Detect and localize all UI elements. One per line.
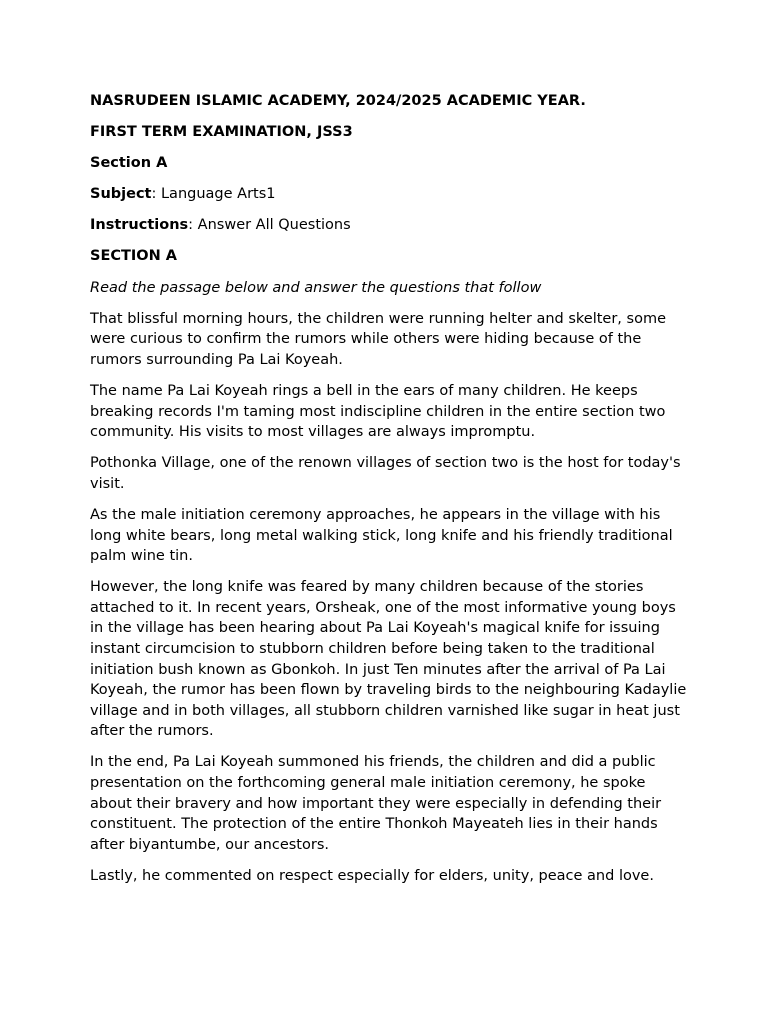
instructions-line: [90, 215, 690, 236]
section-heading: SECTION A: [90, 248, 178, 265]
passage-paragraph-7: Lastly, he commented on respect especially for elders, unity, peace and love.: [90, 867, 654, 884]
document-page: [90, 91, 690, 897]
instructions-label: Instructions: [90, 217, 189, 234]
subject-value: : Language Arts1: [151, 186, 276, 203]
passage-paragraph-3: Pothonka Village, one of the renown villages of section two is the host for today's visit.: [90, 455, 681, 492]
subject-label: Subject: [90, 186, 152, 203]
passage-paragraph-1: That blissful morning hours, the children were running helter and skelter, some were curious to confirm the rumors while others were hiding because of the rumors surrounding Pa Lai Koyeah.: [90, 310, 666, 368]
instructions-value: : Answer All Questions: [188, 217, 351, 234]
exam-title: FIRST TERM EXAMINATION, JSS3: [90, 124, 353, 141]
subject-line: [90, 184, 690, 205]
passage-paragraph-5: However, the long knife was feared by many children because of the stories attached to it. In recent years, Orsheak, one of the most informative young boys in the village has been hearing about Pa Lai Koyeah's magical knife for issuing instant circumcision to stubborn children before being taken to the traditional initiation bush known as Gbonkoh. In just Ten minutes after the arrival of Pa Lai Koyeah, the rumor has been flown by traveling birds to the neighbouring Kadaylie village and in both villages, all stubborn children varnished like sugar in heat just after the rumors.: [90, 579, 687, 740]
passage-directive: Read the passage below and answer the questions that follow: [90, 279, 542, 296]
section-a-title: Section A: [90, 155, 168, 172]
passage-paragraph-4: As the male initiation ceremony approaches, he appears in the village with his long white bears, long metal walking stick, long knife and his friendly traditional palm wine tin.: [90, 506, 673, 565]
school-title: NASRUDEEN ISLAMIC ACADEMY, 2024/2025 ACADEMIC YEAR.: [90, 93, 586, 109]
passage-paragraph-6: In the end, Pa Lai Koyeah summoned his friends, the children and did a public presentation on the forthcoming general male initiation ceremony, he spoke about their bravery and how important they were especially in defending their constituent. The protection of the entire Thonkoh Mayeateh lies in their hands after biyantumbe, our ancestors.: [90, 754, 662, 853]
passage-paragraph-2: The name Pa Lai Koyeah rings a bell in the ears of many children. He keeps breaking records I'm taming most indiscipline children in the entire section two community. His visits to most villages are always impromptu.: [90, 382, 666, 441]
